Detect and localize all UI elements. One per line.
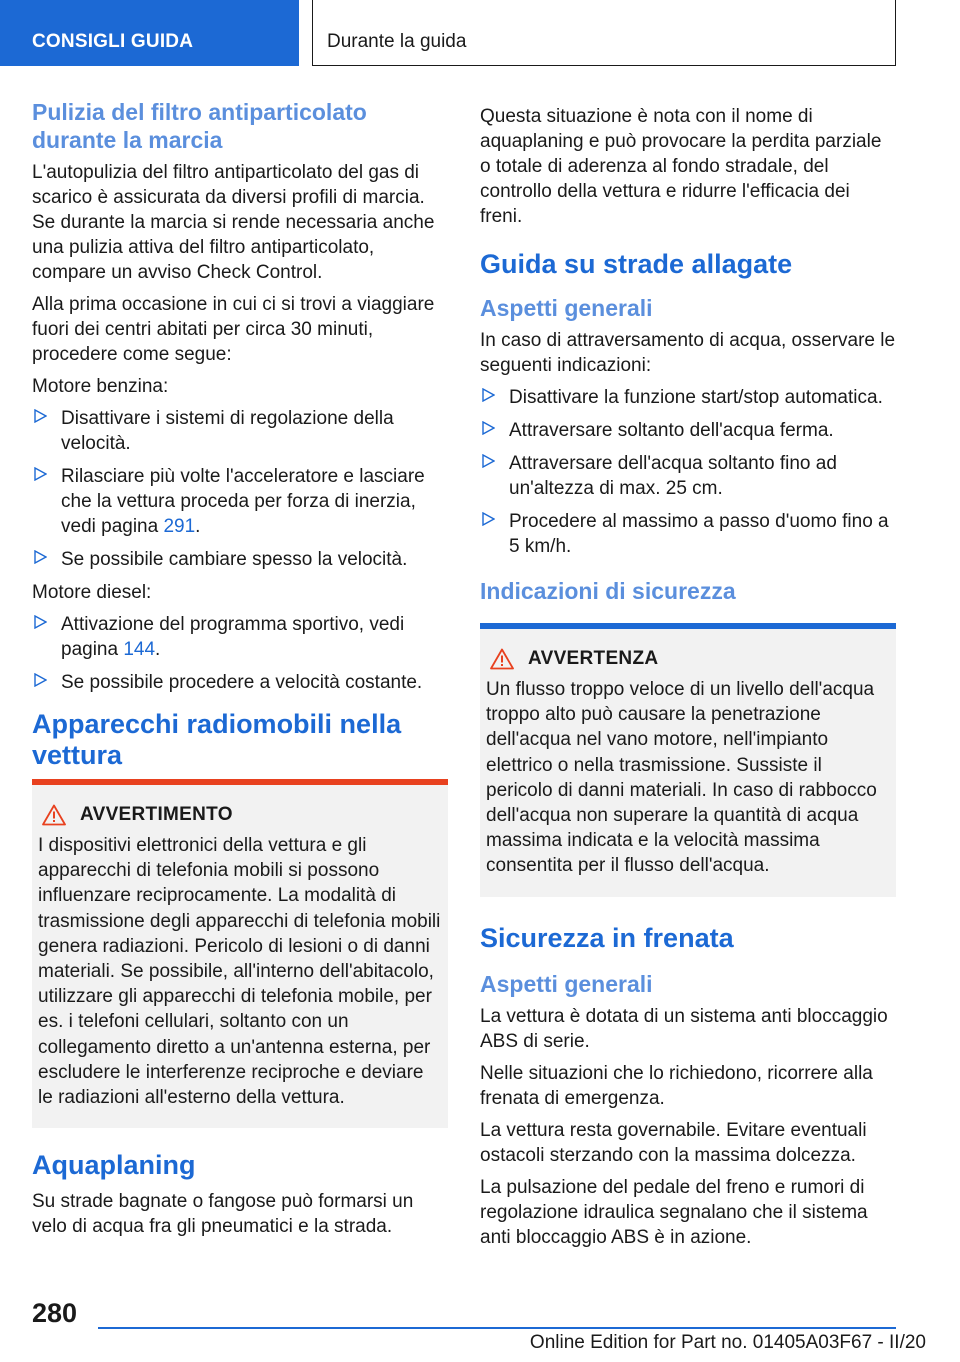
list-item — [32, 670, 448, 695]
edition-note: Online Edition for Part no. 01405A03F67 - II/20 — [529, 1332, 926, 1353]
diesel-list — [32, 612, 448, 695]
brake-general-heading: Aspetti generali — [480, 970, 653, 997]
list-item-text: Procedere al massimo a passo d'uomo fino a 5 km/h. — [509, 511, 889, 557]
list-item — [32, 547, 448, 572]
radio-heading: Apparecchi radiomobili nella vettura — [32, 709, 402, 770]
brake-paragraph-4: La pulsazione del pedale del freno e rumori di regolazione idraulica segnalano che il sistema anti bloccaggio ABS è in azione. — [480, 1176, 868, 1248]
section-tab: CONSIGLI GUIDA — [0, 0, 299, 66]
diesel-label: Motore diesel: — [32, 582, 152, 603]
aquaplaning-paragraph-2: Questa situazione è nota con il nome di aquaplaning e può provocare la perdita parziale o totale di aderenza al fondo stradale, del controllo della vettura e ridurre l'efficacia dei freni. — [480, 106, 882, 227]
right-column — [480, 104, 896, 1257]
dpf-paragraph-2: Alla prima occasione in cui ci si trovi a viaggiare fuori dei centri abitati per circa 30 minuti, procedere come segue: — [32, 294, 435, 365]
warning-text: I dispositivi elettronici della vettura e gli apparecchi di telefonia mobili si possono influenzare reciprocamente. La modalità di trasmissione degli apparecchi di telefonia mobili genera radiazioni. Pericolo di lesioni o di danni materiali. Se possibile, all'interno dell'abitacolo, utilizzare gli apparecchi di telefonia mobile, per es. i telefoni cellulari, soltanto con un collegamento diretto a un'antenna esterna, per escludere le interferenze reciproche e deviare le radiazioni all'esterno della vettura. — [38, 835, 441, 1109]
triangle-right-outline-icon — [482, 421, 495, 435]
list-item — [480, 385, 896, 410]
list-item — [480, 509, 896, 559]
page-number: 280 — [32, 1298, 78, 1328]
petrol-list — [32, 406, 448, 572]
aquaplaning-paragraph-1: Su strade bagnate o fangose può formarsi un velo di acqua fra gli pneumatici e la strada. — [32, 1191, 414, 1238]
triangle-right-outline-icon — [482, 454, 495, 468]
page-link-291[interactable]: 291 — [163, 516, 196, 537]
flood-paragraph-1: In caso di attraversamento di acqua, osservare le seguenti indicazioni: — [480, 330, 896, 376]
dpf-heading: Pulizia del filtro antiparticolato durante la marcia — [32, 99, 367, 153]
list-item-text: Se possibile cambiare spesso la velocità. — [61, 549, 408, 570]
triangle-right-outline-icon — [34, 409, 47, 423]
flood-warning-box — [480, 623, 896, 897]
list-item-text: Disattivare i sistemi di regolazione della velocità. — [61, 408, 394, 454]
list-item — [480, 451, 896, 501]
brake-paragraph-2: Nelle situazioni che lo richiedono, ricorrere alla frenata di emergenza. — [480, 1062, 873, 1109]
list-item-punct: . — [155, 639, 161, 660]
brake-heading: Sicurezza in frenata — [480, 922, 734, 953]
chapter-title: Durante la guida — [312, 0, 896, 66]
warning-triangle-icon — [42, 804, 66, 826]
petrol-label: Motore benzina: — [32, 376, 169, 397]
warning-triangle-icon — [490, 648, 514, 670]
triangle-right-outline-icon — [482, 512, 495, 526]
warning-title: AVVERTENZA — [528, 648, 659, 669]
list-item-text: Attraversare soltanto dell'acqua ferma. — [509, 420, 834, 441]
page-header — [0, 0, 960, 66]
list-item — [480, 418, 896, 443]
triangle-right-outline-icon — [482, 388, 495, 402]
list-item-punct: . — [195, 516, 201, 537]
list-item-text: Attivazione del programma sportivo, vedi pagina — [61, 614, 405, 660]
footer-divider — [98, 1327, 896, 1329]
safety-heading: Indicazioni di sicurezza — [480, 578, 736, 604]
brake-paragraph-3: La vettura resta governabile. Evitare eventuali ostacoli sterzando con la massima dolcezza. — [480, 1119, 867, 1166]
flood-heading: Guida su strade allagate — [480, 249, 793, 279]
list-item-text: Rilasciare più volte l'acceleratore e lasciare che la vettura proceda per forza di inerzia, vedi pagina — [61, 466, 425, 537]
list-item-text: Se possibile procedere a velocità costante. — [61, 672, 423, 693]
list-item-text: Attraversare dell'acqua soltanto fino ad un'altezza di max. 25 cm. — [509, 453, 837, 499]
list-item-text: Disattivare la funzione start/stop automatica. — [509, 387, 883, 408]
triangle-right-outline-icon — [34, 673, 47, 687]
list-item — [32, 464, 448, 539]
flood-list — [480, 385, 896, 559]
triangle-right-outline-icon — [34, 550, 47, 564]
page-link-144[interactable]: 144 — [123, 639, 156, 660]
brake-paragraph-1: La vettura è dotata di un sistema anti bloccaggio ABS di serie. — [480, 1005, 888, 1052]
left-column — [32, 98, 448, 1246]
list-item — [32, 406, 448, 456]
warning-header — [486, 647, 890, 671]
triangle-right-outline-icon — [34, 615, 47, 629]
warning-header — [38, 803, 442, 827]
dpf-paragraph-1: L'autopulizia del filtro antiparticolato del gas di scarico è assicurata da diversi profili di marcia. Se durante la marcia si rende necessaria anche una pulizia attiva del filtro antiparticolato, compare un avviso Check Control. — [32, 162, 435, 283]
radio-warning-box — [32, 779, 448, 1128]
aquaplaning-heading: Aquaplaning — [32, 1150, 196, 1181]
warning-title: AVVERTIMENTO — [80, 804, 233, 825]
triangle-right-outline-icon — [34, 467, 47, 481]
list-item — [32, 612, 448, 662]
general-heading: Aspetti generali — [480, 295, 653, 321]
warning-text: Un flusso troppo veloce di un livello dell'acqua troppo alto può causare la penetrazione dell'acqua nel vano motore, nell'impianto elettrico o nella trasmissione. Sussiste il pericolo di danni materiali. In caso di rabbocco dell'acqua non superare la quantità di acqua massima indicata e la velocità massima consentita per il flusso dell'acqua. — [486, 679, 877, 877]
